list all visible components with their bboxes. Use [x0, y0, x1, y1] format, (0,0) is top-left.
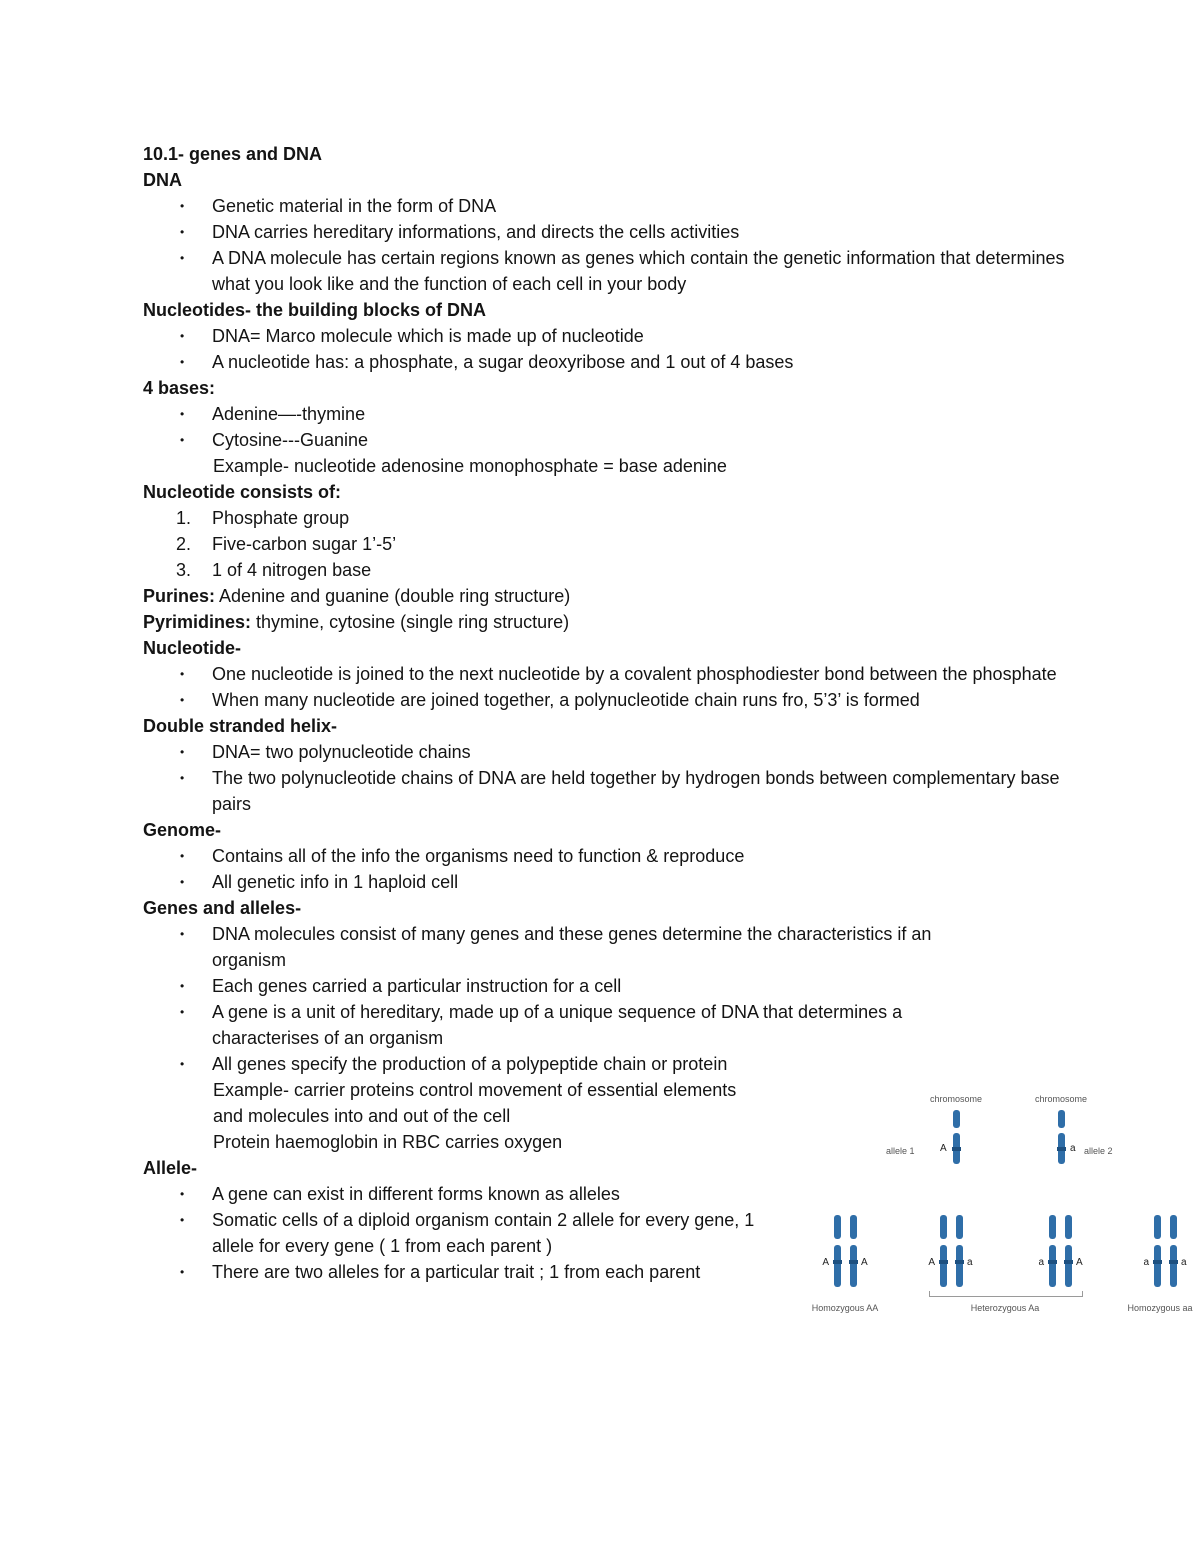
list-item-text: Adenine—-thymine [212, 404, 366, 424]
list-item-text: Somatic cells of a diploid organism contain 2 allele for every gene, 1 allele for every gene ( 1 from each parent ) [212, 1210, 755, 1256]
bullet-marker: • [180, 1213, 185, 1227]
bullet-item [143, 687, 1068, 713]
allele-band [1169, 1260, 1178, 1264]
labeled-line [143, 583, 1068, 609]
section-heading: Double stranded helix- [143, 716, 338, 736]
allele-band [1048, 1260, 1057, 1264]
list-item-text: There are two alleles for a particular trait ; 1 from each parent [212, 1262, 701, 1282]
bullet-item [143, 1051, 993, 1077]
chromatid-upper-segment [850, 1215, 857, 1239]
chromosome-label: chromosome [929, 1094, 983, 1104]
bullet-marker: • [180, 1187, 185, 1201]
bullet-item [143, 427, 1068, 453]
chromatid-lower-segment [1065, 1245, 1072, 1287]
allele-label: allele 2 [1084, 1146, 1113, 1156]
chromatid-upper-segment [1154, 1215, 1161, 1239]
line-text: thymine, cytosine (single ring structure) [251, 612, 570, 632]
chromatid-upper-segment [834, 1215, 841, 1239]
section-heading: Nucleotides- the building blocks of DNA [143, 300, 487, 320]
list-item-text: Genetic material in the form of DNA [212, 196, 497, 216]
list-item-text: DNA molecules consist of many genes and these genes determine the characteristics if an organism [212, 924, 932, 970]
bullet-marker: • [180, 875, 185, 889]
bullet-marker: • [180, 329, 185, 343]
figure-chromosome-alleles [878, 1088, 1128, 1183]
section-heading: Genome- [143, 820, 222, 840]
bullet-item [143, 765, 1068, 817]
allele-label: allele 1 [886, 1146, 915, 1156]
bullet-item [143, 245, 1068, 297]
allele-band [1064, 1260, 1073, 1264]
chromosome-bar [953, 1110, 960, 1164]
allele-letter: a [967, 1257, 973, 1268]
list-item-text: A nucleotide has: a phosphate, a sugar deoxyribose and 1 out of 4 bases [212, 352, 794, 372]
bullet-item [143, 999, 993, 1051]
list-number: 2. [176, 534, 192, 554]
section-heading: 4 bases: [143, 378, 216, 398]
allele-letter: a [1038, 1257, 1044, 1268]
chromatid-lower-segment [1170, 1245, 1177, 1287]
list-item-text: Cytosine---Guanine [212, 430, 369, 450]
allele-band [955, 1260, 964, 1264]
bullet-item [143, 1181, 791, 1207]
chromatid-upper-segment [953, 1110, 960, 1128]
chromosome-bar [1170, 1215, 1177, 1287]
list-item-text: Phosphate group [212, 508, 350, 528]
chromosome-bar [1154, 1215, 1161, 1287]
bullet-marker: • [180, 927, 185, 941]
list-item-text: A gene can exist in different forms known as alleles [212, 1184, 620, 1204]
chromatid-upper-segment [940, 1215, 947, 1239]
allele-band [1153, 1260, 1162, 1264]
allele-letter: A [861, 1257, 868, 1268]
list-item-text: One nucleotide is joined to the next nucleotide by a covalent phosphodiester bond between the phosphate [212, 664, 1057, 684]
bullet-item [143, 921, 993, 973]
bullet-item [143, 1207, 791, 1259]
chromosome-bar [1049, 1215, 1056, 1287]
chromatid-lower-segment [1154, 1245, 1161, 1287]
allele-letter: a [1181, 1257, 1187, 1268]
bullet-marker: • [180, 1057, 185, 1071]
bullet-marker: • [180, 225, 185, 239]
bullet-item [143, 973, 993, 999]
bullet-marker: • [180, 199, 185, 213]
line-label: Pyrimidines: [143, 612, 252, 632]
chromosome-bar [850, 1215, 857, 1287]
allele-band [939, 1260, 948, 1264]
continuation-line: and molecules into and out of the cell [213, 1106, 511, 1126]
numbered-item [143, 505, 1068, 531]
allele-letter: A [1076, 1257, 1083, 1268]
labeled-line [143, 609, 1068, 635]
section-heading: Nucleotide consists of: [143, 482, 342, 502]
allele-band [833, 1260, 842, 1264]
section-heading: Nucleotide- [143, 638, 242, 658]
section-heading: 10.1- genes and DNA [143, 144, 323, 164]
continuation-line: Example- carrier proteins control movement of essential elements [213, 1080, 737, 1100]
allele-band [1057, 1147, 1066, 1151]
chromatid-lower-segment [1049, 1245, 1056, 1287]
list-item-text: The two polynucleotide chains of DNA are held together by hydrogen bonds between complementary base pairs [212, 768, 1060, 814]
chromatid-upper-segment [1049, 1215, 1056, 1239]
zygosity-caption: Homozygous AA [811, 1303, 879, 1313]
chromatid-upper-segment [1065, 1215, 1072, 1239]
bullet-item [143, 661, 1068, 687]
bullet-item [143, 349, 1068, 375]
bullet-item [143, 323, 1068, 349]
allele-letter: A [940, 1143, 947, 1154]
bullet-marker: • [180, 693, 185, 707]
continuation-line: Protein haemoglobin in RBC carries oxygen [213, 1132, 563, 1152]
list-item-text: A DNA molecule has certain regions known as genes which contain the genetic information that determines what you look like and the function of each cell in your body [212, 248, 1065, 294]
list-item-text: Each genes carried a particular instruction for a cell [212, 976, 622, 996]
allele-letter: a [1143, 1257, 1149, 1268]
chromatid-upper-segment [956, 1215, 963, 1239]
bullet-item [143, 1259, 791, 1285]
numbered-item [143, 531, 1068, 557]
chromosome-bar [956, 1215, 963, 1287]
list-item-text: 1 of 4 nitrogen base [212, 560, 372, 580]
numbered-item [143, 557, 1068, 583]
chromatid-lower-segment [956, 1245, 963, 1287]
list-item-text: DNA= Marco molecule which is made up of nucleotide [212, 326, 644, 346]
section-heading: DNA [143, 170, 182, 190]
chromosome-label: chromosome [1034, 1094, 1088, 1104]
bullet-marker: • [180, 1265, 185, 1279]
list-number: 3. [176, 560, 192, 580]
list-item-text: All genes specify the production of a polypeptide chain or protein [212, 1054, 728, 1074]
bullet-item [143, 739, 1068, 765]
allele-band [849, 1260, 858, 1264]
bullet-marker: • [180, 433, 185, 447]
bullet-item [143, 869, 1068, 895]
bullet-marker: • [180, 979, 185, 993]
bullet-marker: • [180, 407, 185, 421]
chromatid-lower-segment [940, 1245, 947, 1287]
bullet-item [143, 193, 1068, 219]
bullet-marker: • [180, 745, 185, 759]
zygosity-caption: Homozygous aa [1127, 1303, 1193, 1313]
chromatid-lower-segment [834, 1245, 841, 1287]
section-heading: Genes and alleles- [143, 898, 302, 918]
list-item-text: DNA= two polynucleotide chains [212, 742, 471, 762]
bullet-item [143, 219, 1068, 245]
chromosome-bar [834, 1215, 841, 1287]
bullet-marker: • [180, 251, 185, 265]
line-text: Adenine and guanine (double ring structure) [215, 586, 571, 606]
line-label: Purines: [143, 586, 216, 606]
list-item-text: When many nucleotide are joined together, a polynucleotide chain runs fro, 5’3’ is formed [212, 690, 920, 710]
chromatid-upper-segment [1170, 1215, 1177, 1239]
list-item-text: Five-carbon sugar 1’-5’ [212, 534, 397, 554]
zygosity-caption: Heterozygous Aa [970, 1303, 1040, 1313]
chromosome-bar [940, 1215, 947, 1287]
bullet-marker: • [180, 1005, 185, 1019]
bullet-item [143, 843, 1068, 869]
section-heading: Allele- [143, 1158, 198, 1178]
allele-letter: a [1070, 1143, 1076, 1154]
continuation-line: Example- nucleotide adenosine monophosphate = base adenine [213, 456, 727, 476]
list-item-text: A gene is a unit of hereditary, made up of a unique sequence of DNA that determines a characterises of an organism [212, 1002, 903, 1048]
chromatid-lower-segment [850, 1245, 857, 1287]
bullet-marker: • [180, 355, 185, 369]
chromosome-bar [1058, 1110, 1065, 1164]
figure-zygosity [793, 1203, 1200, 1321]
list-item-text: DNA carries hereditary informations, and directs the cells activities [212, 222, 740, 242]
chromatid-upper-segment [1058, 1110, 1065, 1128]
list-number: 1. [176, 508, 192, 528]
allele-letter: A [822, 1257, 829, 1268]
bullet-item [143, 401, 1068, 427]
bullet-marker: • [180, 667, 185, 681]
heterozygous-bracket [929, 1291, 1083, 1297]
allele-letter: A [928, 1257, 935, 1268]
bullet-marker: • [180, 849, 185, 863]
list-item-text: All genetic info in 1 haploid cell [212, 872, 459, 892]
bullet-marker: • [180, 771, 185, 785]
list-item-text: Contains all of the info the organisms need to function & reproduce [212, 846, 745, 866]
chromosome-bar [1065, 1215, 1072, 1287]
allele-band [952, 1147, 961, 1151]
